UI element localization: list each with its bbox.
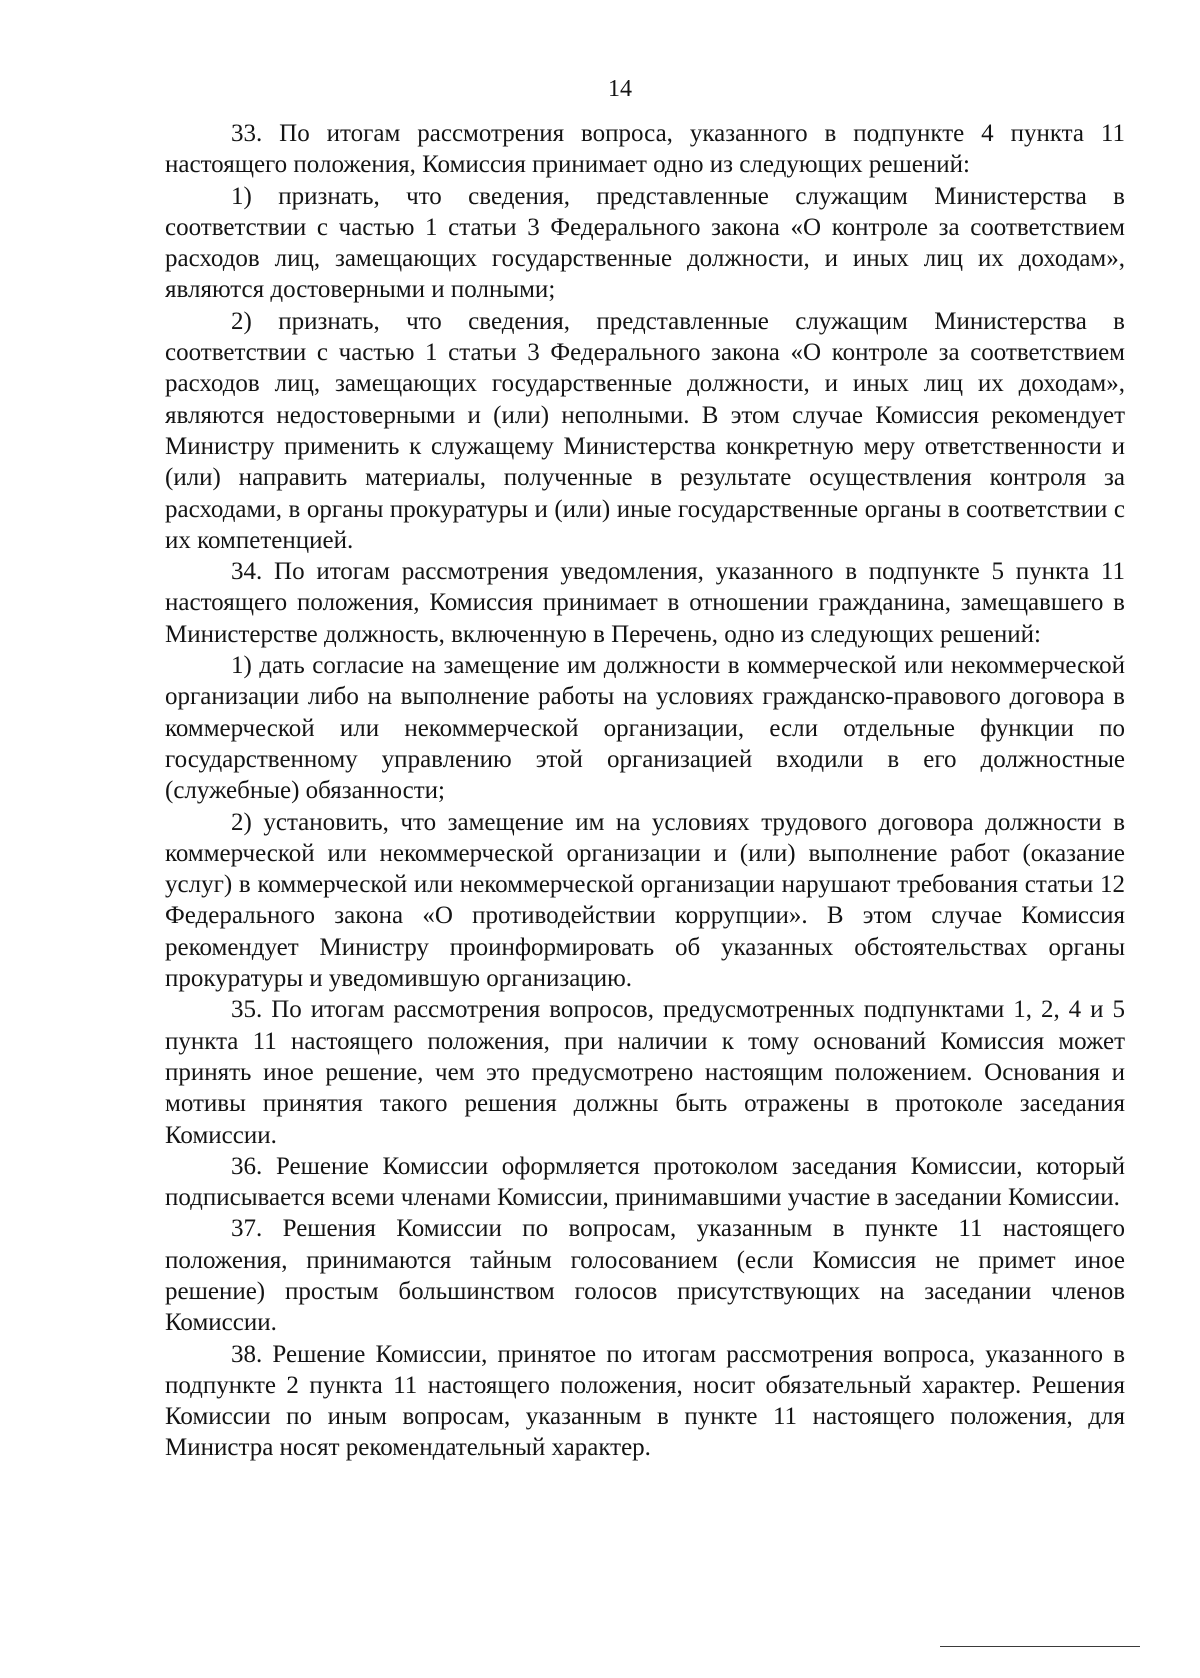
paragraph-33-item-2: 2) признать, что сведения, представленные служащим Министерства в соответствии с частью 1 статьи 3 Федерального закона «О контроле за соответствием расходов лиц, замещающих государственные должности, и иных лиц их доходам», являются недостоверными и (или) неполными. В этом случае Комиссия рекомендует Министру применить к служащему Министерства конкретную меру ответственности и (или) направить материалы, полученные в результате осуществления контроля за расходами, в органы прокуратуры и (или) иные государственные органы в соответствии с их компетенцией. (165, 307, 1125, 554)
paragraph-36: 36. Решение Комиссии оформляется протоколом заседания Комиссии, который подписывается всеми членами Комиссии, принимавшими участие в заседании Комиссии. (165, 1152, 1125, 1212)
document-body (165, 118, 1125, 1464)
paragraph-38: 38. Решение Комиссии, принятое по итогам рассмотрения вопроса, указанного в подпункте 2 пункта 11 настоящего положения, носит обязательный характер. Решения Комиссии по иным вопросам, указанным в пункте 11 настоящего положения, для Министра носят рекомендательный характер. (165, 1340, 1125, 1462)
paragraph-37: 37. Решения Комиссии по вопросам, указанным в пункте 11 настоящего положения, принимаются тайным голосованием (если Комиссия не примет иное решение) простым большинством голосов присутствующих на заседании членов Комиссии. (165, 1215, 1125, 1337)
paragraph-35: 35. По итогам рассмотрения вопросов, предусмотренных подпунктами 1, 2, 4 и 5 пункта 11 настоящего положения, при наличии к тому оснований Комиссия может принять иное решение, чем это предусмотрено настоящим положением. Основания и мотивы принятия такого решения должны быть отражены в протоколе заседания Комиссии. (165, 996, 1125, 1149)
paragraph-34-item-2: 2) установить, что замещение им на условиях трудового договора должности в коммерческой или некоммерческой организации и (или) выполнение работ (оказание услуг) в коммерческой или некоммерческой организации нарушают требования статьи 12 Федерального закона «О противодействии коррупции». В этом случае Комиссия рекомендует Министру проинформировать об указанных обстоятельствах органы прокуратуры и уведомившую организацию. (165, 808, 1125, 993)
page-number: 14 (608, 76, 632, 102)
paragraph-33: 33. По итогам рассмотрения вопроса, указанного в подпункте 4 пункта 11 настоящего положения, Комиссия принимает одно из следующих решений: (165, 120, 1125, 179)
paragraph-34-item-1: 1) дать согласие на замещение им должности в коммерческой или некоммерческой организации либо на выполнение работы на условиях гражданско-правового договора в коммерческой или некоммерческой организации, если отдельные функции по государственному управлению этой организацией входили в его должностные (служебные) обязанности; (165, 652, 1125, 805)
paragraph-33-item-1: 1) признать, что сведения, представленные служащим Министерства в соответствии с частью 1 статьи 3 Федерального закона «О контроле за соответствием расходов лиц, замещающих государственные должности, и иных лиц их доходам», являются достоверными и полными; (165, 182, 1125, 304)
footer-divider-line (940, 1646, 1140, 1647)
paragraph-34: 34. По итогам рассмотрения уведомления, указанного в подпункте 5 пункта 11 настоящего положения, Комиссия принимает в отношении гражданина, замещавшего в Министерстве должность, включенную в Перечень, одно из следующих решений: (165, 558, 1125, 648)
